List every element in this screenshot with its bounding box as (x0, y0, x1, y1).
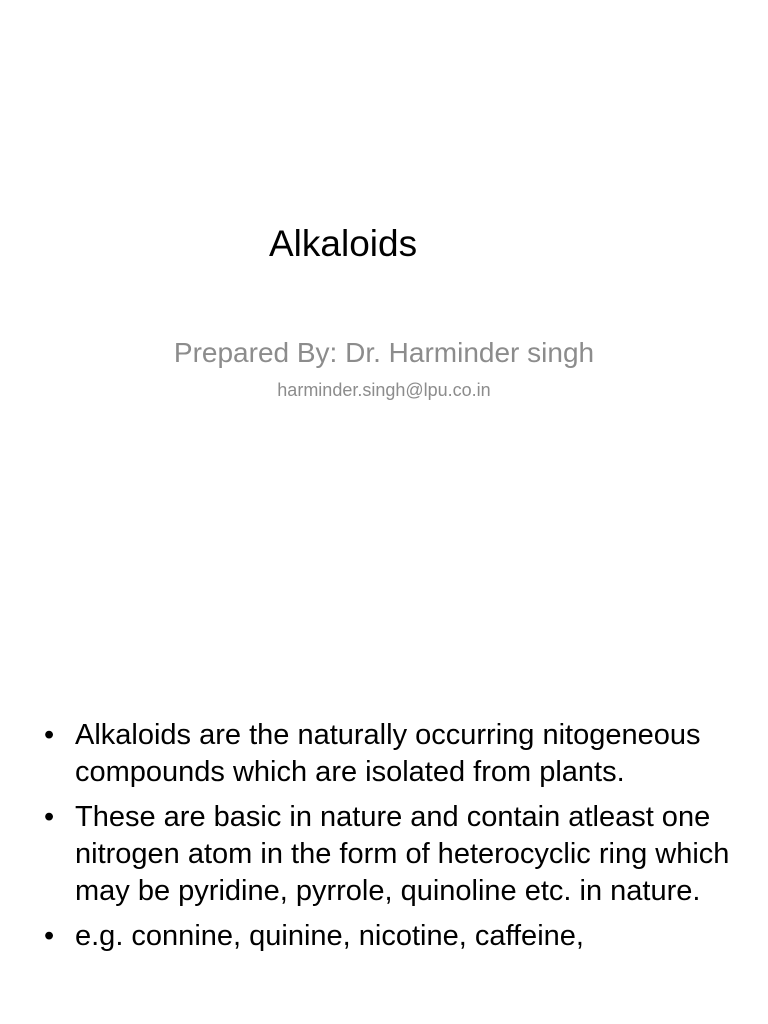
slide-title: Alkaloids (269, 223, 418, 264)
bullet-dot-icon: • (44, 719, 55, 751)
bullet-item (44, 918, 744, 955)
bullet-text: Alkaloids are the naturally occurring nitogeneous compounds which are isolated from plants. (75, 719, 701, 788)
content-slide (0, 670, 768, 1024)
bullet-dot-icon: • (44, 801, 55, 833)
bullet-list (44, 717, 744, 963)
slide-subtitle: Prepared By: Dr. Harminder singh (173, 337, 595, 368)
bullet-item (44, 799, 744, 910)
author-email: harminder.singh@lpu.co.in (277, 380, 491, 400)
bullet-text: These are basic in nature and contain atleast one nitrogen atom in the form of heterocyclic ring which may be pyridine, pyrrole, quinoline etc. in nature. (75, 801, 730, 907)
bullet-text: e.g. connine, quinine, nicotine, caffeine, (75, 920, 584, 952)
bullet-dot-icon: • (44, 920, 55, 952)
bullet-item (44, 717, 744, 791)
